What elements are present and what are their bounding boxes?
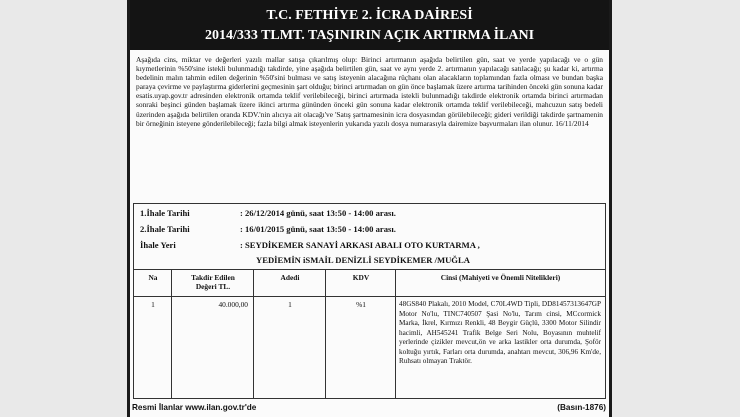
auction-place-value-2: YEDİEMİN iSMAİL DENİZLİ SEYDİKEMER /MUĞLA <box>256 255 470 265</box>
header-value-line1: Takdir Edilen <box>191 273 235 282</box>
announcement-sheet <box>127 0 612 417</box>
footer-code: (Basın-1876) <box>557 403 606 412</box>
auction-place-label: İhale Yeri <box>140 240 176 250</box>
header-kdv: KDV <box>352 273 370 282</box>
header-desc: Cinsi (Mahiyeti ve Önemli Nitelikleri) <box>440 273 561 282</box>
intro-paragraph: Aşağıda cins, miktar ve değerleri yazılı mallar satışa çıkarılmış olup: Birinci artırmanın aşağıda belirtilen gün, saat ve yerde yapılacağı ve o gün kıymetlerinin %50'sine istekli bulunmadığı takdirde, yine aşağıda belirtilen gün, saat ve aynı yerde 2. artırmanın yapılacağı satılacağı; şu kadar ki, artırma bedelinin malın tahmin edilen değerinin %50'sini bulması ve satış isteyenin alacağına rüçhanı olan alacakların toplamından fazla olması ve bundan başka paraya çevirme ve paylaştırma giderlerini geçmesinin şart olduğu; birinci artırmadan on gün önce başlamak üzere artırma tarihinden önceki gün sonuna kadar esatis.uyap.gov.tr adresinden elektronik ortamda teklif verilebileceği, birinci artırmada istekli bulunmadığı takdirde elektronik ortamda birinci artırmadan sonraki beşinci günden başlamak üzere ikinci artırma gününden önceki gün sonuna kadar elektronik ortamda teklif verilebileceği, mahcuzun satış bedeli üzerinden aşağıda belirtilen oranda KDV.'nin alıcıya ait olacağı've 'Satış şartnamesinin icra dosyasından görülebileceği; gideri verildiği takdirde şartnamenin bir örneğinin isteyene gönderilebileceği; fazla bilgi almak isteyenlerin yukarıda yazılı dosya numarasıyla dairemize başvurmaları ilan olunur. 16/11/2014 <box>136 55 603 128</box>
header-qty: Adedi <box>280 273 300 282</box>
header-banner <box>130 0 609 50</box>
auction-info-box <box>133 203 606 270</box>
first-auction-value: : 26/12/2014 günü, saat 13:50 - 14:00 arası. <box>240 208 396 218</box>
second-auction-label: 2.İhale Tarihi <box>140 224 190 234</box>
row-kdv: %1 <box>356 300 366 309</box>
announcement-title: 2014/333 TLMT. TAŞINIRIN AÇIK ARTIRMA İLANI <box>204 28 535 43</box>
footer-source: Resmi İlanlar www.ilan.gov.tr'de <box>132 403 257 412</box>
office-title: T.C. FETHİYE 2. İCRA DAİRESİ <box>266 8 473 23</box>
row-qty: 1 <box>288 300 292 309</box>
table-header <box>134 270 605 297</box>
header-value-line2: Değeri TL. <box>195 282 231 291</box>
row-value: 40.000,00 <box>218 300 248 309</box>
header-value <box>172 273 254 291</box>
first-auction-label: 1.İhale Tarihi <box>140 208 190 218</box>
items-table <box>133 269 606 399</box>
second-auction-value: : 16/01/2015 günü, saat 13:50 - 14:00 arası. <box>240 224 396 234</box>
row-desc: 48GS840 Plakalı, 2010 Model, C70L4WD Tipli, DD81457313647GP Motor No'lu, TINC740507 Şasi No'lu, Tarım cinsi, MCcormick Marka, İkrel, Kırmızı Renkli, 48 Beygir Güçlü, 3300 Motor Silindir hacimli, AH545241 Trafik Belge Seri Nolu, Boyasının muhtelif yerlerinde çizikler mevcut,ön ve arka lastikler orta durumda, Şoför koltuğu yırtık, Farları orta durumda, anahtarı mevcut, 306,96 Km'de, Ruhsatı olmayan Traktör. <box>399 300 601 365</box>
row-no: 1 <box>151 300 155 309</box>
auction-place-value-1: : SEYDİKEMER SANAYİ ARKASI ABALI OTO KURTARMA , <box>240 240 480 250</box>
footer <box>130 401 609 417</box>
header-no: Na <box>148 273 158 282</box>
